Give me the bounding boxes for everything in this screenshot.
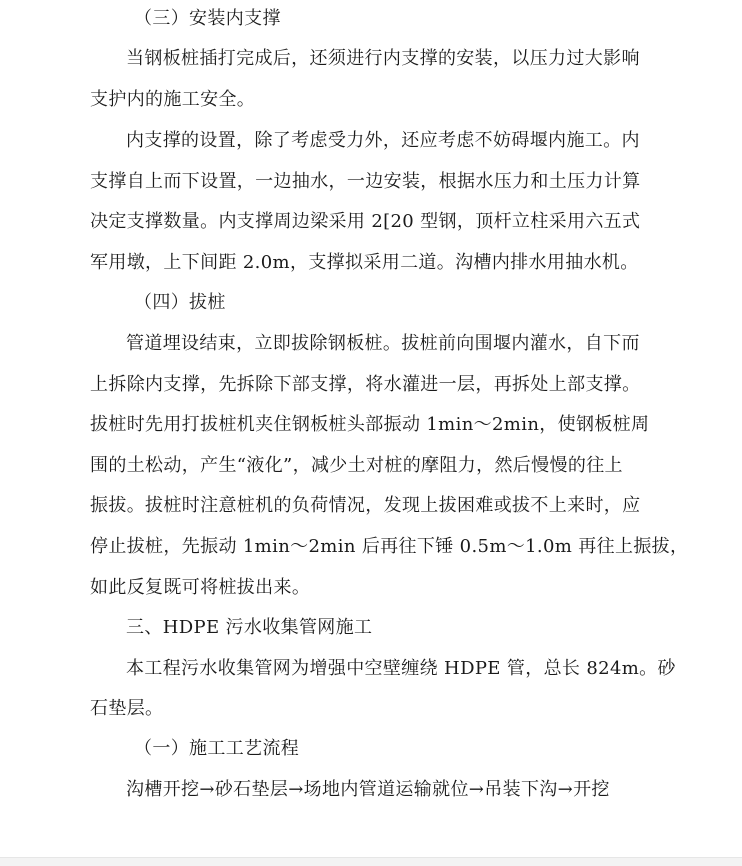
paragraph-line: 决定支撑数量。内支撑周边梁采用 2[20 型钢，顶杆立柱采用六五式 [90,211,641,232]
page-bottom-edge [0,857,742,866]
paragraph-line: 振拔。拔桩时注意桩机的负荷情况，发现上拔困难或拔不上来时，应 [90,495,641,516]
paragraph-line: 拔桩时先用打拔桩机夹住钢板桩头部振动 1min～2min，使钢板桩周 [90,414,650,435]
paragraph-line: 石垫层。 [90,698,164,719]
subheading-pile-extraction: （四）拔桩 [134,292,226,313]
paragraph-line: 围的土松动，产生“液化”，减少土对桩的摩阻力，然后慢慢的往上 [90,455,623,476]
paragraph-line: 内支撑的设置，除了考虑受力外，还应考虑不妨碍堰内施工。内 [126,130,640,151]
paragraph-line: 如此反复既可将桩拔出来。 [90,577,311,598]
paragraph-line: 停止拔桩，先振动 1min～2min 后再往下锤 0.5m～1.0m 再往上振拔， [90,536,689,557]
subheading-install-inner-support: （三）安装内支撑 [134,8,281,29]
paragraph-line: 沟槽开挖→砂石垫层→场地内管道运输就位→吊装下沟→开挖 [126,779,610,800]
paragraph-line: 支撑自上而下设置，一边抽水，一边安装，根据水压力和土压力计算 [90,171,641,192]
section-heading-hdpe: 三、HDPE 污水收集管网施工 [126,617,373,638]
paragraph-line: 管道埋设结束，立即拔除钢板桩。拔桩前向围堰内灌水，自下而 [126,333,640,354]
paragraph-line: 本工程污水收集管网为增强中空壁缠绕 HDPE 管，总长 824m。砂 [126,658,676,679]
paragraph-line: 军用墩，上下间距 2.0m，支撑拟采用二道。沟槽内排水用抽水机。 [90,252,639,273]
paragraph-line: 当钢板桩插打完成后，还须进行内支撑的安装，以压力过大影响 [126,48,640,69]
paragraph-line: 上拆除内支撑，先拆除下部支撑，将水灌进一层，再拆处上部支撑。 [90,374,641,395]
subheading-process-flow: （一）施工工艺流程 [134,738,300,759]
paragraph-line: 支护内的施工安全。 [90,89,256,110]
